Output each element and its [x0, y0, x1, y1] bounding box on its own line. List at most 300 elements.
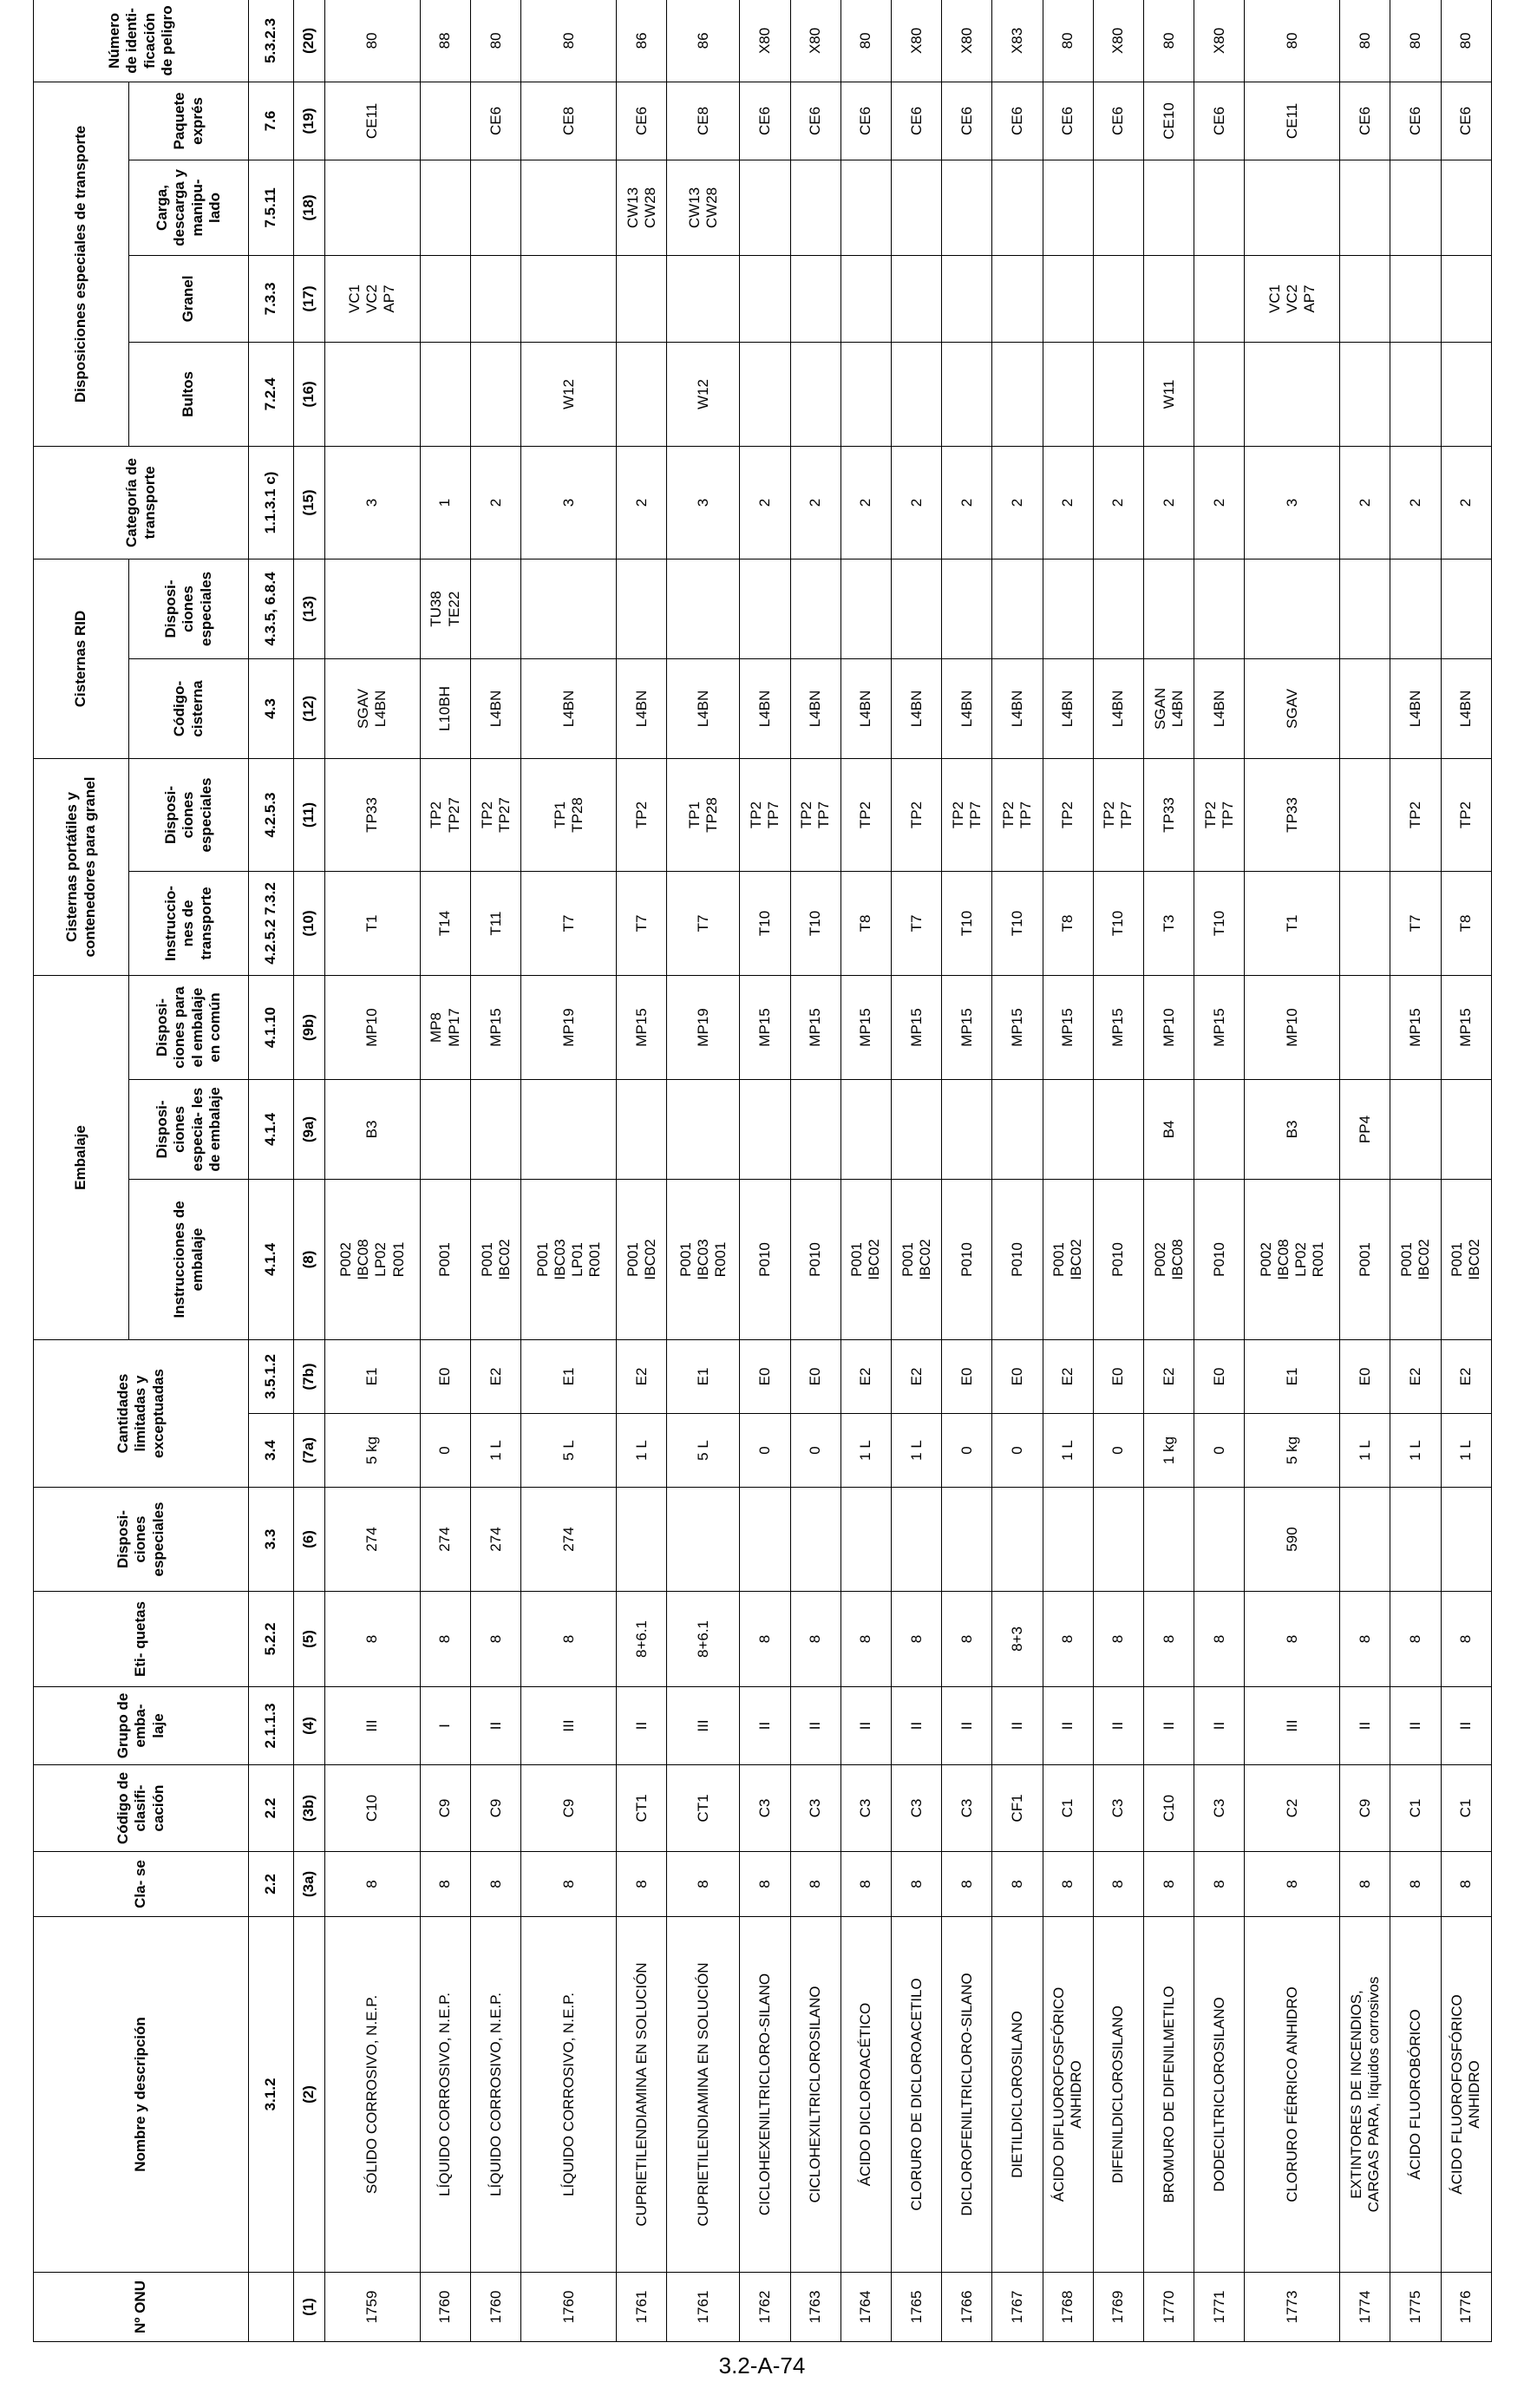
cell-tank-special	[1245, 559, 1340, 658]
cell-pt-instructions: T8	[840, 871, 891, 975]
cell-packing-group: II	[1093, 1687, 1143, 1765]
cell-class-code: C3	[840, 1765, 891, 1852]
cell-hazard-id: 80	[521, 0, 617, 82]
cell-packing-instructions: P001 IBC02	[471, 1179, 521, 1339]
cell-transport-category: 2	[892, 446, 942, 559]
cell-loading: CW13 CW28	[667, 160, 740, 255]
cell-packing-group: III	[325, 1687, 421, 1765]
cell-loading	[840, 160, 891, 255]
cell-bulk	[471, 255, 521, 342]
cell-pt-special: TP2	[1441, 758, 1491, 871]
section-ref-cell: 7.3.3	[249, 255, 294, 342]
cell-name: EXTINTORES DE INCENDIOS, CARGAS PARA, líquidos corrosivos	[1340, 1917, 1390, 2273]
table-row	[667, 0, 740, 2342]
cell-loading	[1441, 160, 1491, 255]
cell-pt-special: TP1 TP28	[521, 758, 617, 871]
cell-mixed-packing: MP15	[992, 975, 1043, 1079]
column-number-cell: (10)	[294, 871, 325, 975]
header-rid-tanks: Cisternas RID	[34, 559, 129, 758]
cell-excepted-qty: E0	[420, 1339, 470, 1413]
column-number-cell: (3b)	[294, 1765, 325, 1852]
cell-mixed-packing: MP15	[790, 975, 840, 1079]
cell-pt-special	[1340, 758, 1390, 871]
cell-labels: 8	[1093, 1592, 1143, 1687]
cell-hazard-id: 80	[1245, 0, 1340, 82]
cell-special-provisions: 274	[521, 1488, 617, 1592]
cell-tank-code: L4BN	[1390, 658, 1441, 758]
cell-tank-code: L4BN	[790, 658, 840, 758]
cell-packing-group: III	[667, 1687, 740, 1765]
column-number-cell: (8)	[294, 1179, 325, 1339]
cell-excepted-qty: E0	[992, 1339, 1043, 1413]
cell-special-provisions	[1043, 1488, 1093, 1592]
header-packing-group: Grupo de emba- laje	[34, 1687, 249, 1765]
cell-loading	[1043, 160, 1093, 255]
cell-special-provisions	[840, 1488, 891, 1592]
table-body	[325, 0, 1492, 2342]
cell-express: CE6	[471, 82, 521, 160]
cell-pt-special: TP2	[1043, 758, 1093, 871]
cell-tank-special	[942, 559, 992, 658]
cell-limited-qty: 1 L	[1340, 1414, 1390, 1488]
cell-loading	[1143, 160, 1194, 255]
cell-pt-instructions: T8	[1043, 871, 1093, 975]
cell-bulk	[790, 255, 840, 342]
cell-bulk	[840, 255, 891, 342]
section-ref-cell: 7.6	[249, 82, 294, 160]
cell-packing-special	[942, 1079, 992, 1179]
cell-mixed-packing: MP15	[1093, 975, 1143, 1079]
cell-special-provisions: 274	[325, 1488, 421, 1592]
table-row	[420, 0, 470, 2342]
cell-express: CE6	[992, 82, 1043, 160]
cell-tank-code: L4BN	[1043, 658, 1093, 758]
cell-mixed-packing: MP15	[1194, 975, 1245, 1079]
cell-loading	[471, 160, 521, 255]
header-transport-category: Categoría de transporte	[34, 446, 249, 559]
cell-packages	[1441, 342, 1491, 446]
cell-tank-code: L4BN	[1441, 658, 1491, 758]
cell-packages	[471, 342, 521, 446]
section-ref-cell: 3.3	[249, 1488, 294, 1592]
cell-express: CE6	[1441, 82, 1491, 160]
cell-packing-group: I	[420, 1687, 470, 1765]
cell-special-provisions	[942, 1488, 992, 1592]
cell-transport-category: 2	[471, 446, 521, 559]
column-number-cell: (5)	[294, 1592, 325, 1687]
table-row	[1340, 0, 1390, 2342]
cell-limited-qty: 0	[790, 1414, 840, 1488]
cell-bulk	[1194, 255, 1245, 342]
header-loading: Carga, descarga y manipu- lado	[129, 160, 249, 255]
cell-labels: 8+6.1	[667, 1592, 740, 1687]
cell-pt-special: TP2 TP7	[992, 758, 1043, 871]
cell-un-no: 1759	[325, 2273, 421, 2342]
cell-packages	[892, 342, 942, 446]
table-row	[840, 0, 891, 2342]
cell-hazard-id: 80	[1340, 0, 1390, 82]
cell-name: DIFENILDICLOROSILANO	[1093, 1917, 1143, 2273]
cell-class-code: C3	[1093, 1765, 1143, 1852]
cell-labels: 8	[325, 1592, 421, 1687]
cell-pt-special: TP2	[617, 758, 667, 871]
section-ref-cell: 3.4	[249, 1414, 294, 1488]
cell-bulk	[942, 255, 992, 342]
cell-labels: 8+6.1	[617, 1592, 667, 1687]
section-ref-cell: 5.2.2	[249, 1592, 294, 1687]
cell-packages	[1043, 342, 1093, 446]
cell-bulk	[617, 255, 667, 342]
cell-tank-special	[521, 559, 617, 658]
cell-mixed-packing: MP10	[1245, 975, 1340, 1079]
page-number: 3.2-A-74	[718, 2352, 806, 2379]
cell-class-code: CT1	[667, 1765, 740, 1852]
cell-bulk	[1390, 255, 1441, 342]
cell-bulk	[992, 255, 1043, 342]
cell-packing-group: II	[1441, 1687, 1491, 1765]
section-ref-cell: 1.1.3.1 c)	[249, 446, 294, 559]
cell-special-provisions	[1340, 1488, 1390, 1592]
cell-express: CE6	[942, 82, 992, 160]
cell-loading	[942, 160, 992, 255]
cell-un-no: 1761	[617, 2273, 667, 2342]
cell-tank-special	[1441, 559, 1491, 658]
section-ref-cell: 7.5.11	[249, 160, 294, 255]
header-packing-special: Disposi- ciones especia- les de embalaje	[129, 1079, 249, 1179]
header-pt-instructions: Instruccio- nes de transporte	[129, 871, 249, 975]
cell-loading	[1245, 160, 1340, 255]
cell-tank-special	[325, 559, 421, 658]
cell-packing-instructions: P010	[790, 1179, 840, 1339]
cell-packages	[840, 342, 891, 446]
cell-packages	[992, 342, 1043, 446]
cell-limited-qty: 5 kg	[1245, 1414, 1340, 1488]
cell-class-code: CT1	[617, 1765, 667, 1852]
cell-mixed-packing	[1340, 975, 1390, 1079]
cell-bulk	[1043, 255, 1093, 342]
cell-packing-instructions: P001 IBC02	[1043, 1179, 1093, 1339]
column-number-cell: (4)	[294, 1687, 325, 1765]
cell-un-no: 1764	[840, 2273, 891, 2342]
cell-mixed-packing: MP15	[942, 975, 992, 1079]
cell-packing-group: II	[992, 1687, 1043, 1765]
cell-limited-qty: 0	[992, 1414, 1043, 1488]
cell-tank-special	[840, 559, 891, 658]
cell-packages	[420, 342, 470, 446]
cell-hazard-id: X83	[992, 0, 1043, 82]
cell-class-code: C10	[1143, 1765, 1194, 1852]
cell-labels: 8	[1390, 1592, 1441, 1687]
cell-special-provisions	[1441, 1488, 1491, 1592]
cell-hazard-id: 80	[1143, 0, 1194, 82]
cell-bulk: VC1 VC2 AP7	[1245, 255, 1340, 342]
cell-limited-qty: 1 L	[1043, 1414, 1093, 1488]
column-number-cell: (9b)	[294, 975, 325, 1079]
cell-mixed-packing: MP15	[892, 975, 942, 1079]
cell-pt-special: TP33	[325, 758, 421, 871]
header-hazard-id: Número de identi- ficación de peligro	[34, 0, 249, 82]
cell-name: DIETILDICLOROSILANO	[992, 1917, 1043, 2273]
cell-tank-code: L4BN	[1194, 658, 1245, 758]
cell-class-code: CF1	[992, 1765, 1043, 1852]
cell-packing-special	[892, 1079, 942, 1179]
cell-hazard-id: 80	[1043, 0, 1093, 82]
cell-bulk	[892, 255, 942, 342]
cell-class-code: C3	[942, 1765, 992, 1852]
cell-transport-category: 2	[942, 446, 992, 559]
cell-excepted-qty: E2	[1390, 1339, 1441, 1413]
section-reference-row	[249, 0, 294, 2342]
cell-un-no: 1769	[1093, 2273, 1143, 2342]
header-class: Cla- se	[34, 1852, 249, 1917]
header-row-group	[34, 0, 129, 2342]
cell-pt-instructions: T10	[1093, 871, 1143, 975]
header-name: Nombre y descripción	[34, 1917, 249, 2273]
cell-express: CE8	[521, 82, 617, 160]
cell-special-provisions	[1390, 1488, 1441, 1592]
cell-pt-instructions: T7	[521, 871, 617, 975]
cell-special-provisions	[892, 1488, 942, 1592]
cell-packages: W12	[667, 342, 740, 446]
cell-limited-qty: 5 L	[667, 1414, 740, 1488]
cell-un-no: 1773	[1245, 2273, 1340, 2342]
cell-class: 8	[740, 1852, 790, 1917]
cell-class: 8	[892, 1852, 942, 1917]
cell-mixed-packing: MP15	[471, 975, 521, 1079]
cell-labels: 8	[1245, 1592, 1340, 1687]
cell-transport-category: 3	[521, 446, 617, 559]
cell-hazard-id: 86	[617, 0, 667, 82]
cell-packing-group: II	[942, 1687, 992, 1765]
cell-tank-code: L4BN	[942, 658, 992, 758]
cell-tank-special	[1194, 559, 1245, 658]
cell-name: LÍQUIDO CORROSIVO, N.E.P.	[471, 1917, 521, 2273]
column-number-cell: (11)	[294, 758, 325, 871]
cell-packing-instructions: P002 IBC08 LP02 R001	[325, 1179, 421, 1339]
table-row	[740, 0, 790, 2342]
cell-mixed-packing: MP15	[1441, 975, 1491, 1079]
cell-express: CE6	[740, 82, 790, 160]
cell-labels: 8	[521, 1592, 617, 1687]
cell-packing-instructions: P001 IBC02	[1390, 1179, 1441, 1339]
header-tank-code: Código- cisterna	[129, 658, 249, 758]
cell-class-code: C9	[471, 1765, 521, 1852]
cell-transport-category: 2	[1340, 446, 1390, 559]
section-ref-cell	[249, 2273, 294, 2342]
cell-packing-special	[1390, 1079, 1441, 1179]
cell-packing-instructions: P010	[1093, 1179, 1143, 1339]
cell-pt-instructions: T7	[892, 871, 942, 975]
cell-mixed-packing: MP15	[1390, 975, 1441, 1079]
table-row	[521, 0, 617, 2342]
cell-un-no: 1760	[471, 2273, 521, 2342]
table-row	[1441, 0, 1491, 2342]
cell-labels: 8	[471, 1592, 521, 1687]
cell-bulk	[1093, 255, 1143, 342]
cell-excepted-qty: E0	[942, 1339, 992, 1413]
cell-name: CICLOHEXENILTRICLORO-SILANO	[740, 1917, 790, 2273]
cell-tank-special	[667, 559, 740, 658]
cell-limited-qty: 1 L	[471, 1414, 521, 1488]
cell-pt-special: TP2 TP7	[1194, 758, 1245, 871]
cell-packing-special	[992, 1079, 1043, 1179]
cell-packing-group: II	[1143, 1687, 1194, 1765]
cell-pt-special: TP2 TP7	[790, 758, 840, 871]
cell-transport-category: 3	[325, 446, 421, 559]
cell-special-provisions	[617, 1488, 667, 1592]
table-row	[790, 0, 840, 2342]
cell-pt-special: TP33	[1143, 758, 1194, 871]
cell-limited-qty: 0	[942, 1414, 992, 1488]
cell-excepted-qty: E2	[471, 1339, 521, 1413]
cell-un-no: 1762	[740, 2273, 790, 2342]
cell-tank-code: SGAN L4BN	[1143, 658, 1194, 758]
cell-transport-category: 2	[840, 446, 891, 559]
table-row	[1093, 0, 1143, 2342]
cell-packing-special	[1093, 1079, 1143, 1179]
cell-special-provisions	[992, 1488, 1043, 1592]
cell-hazard-id: X80	[942, 0, 992, 82]
cell-loading	[325, 160, 421, 255]
cell-express: CE6	[1340, 82, 1390, 160]
cell-pt-instructions: T11	[471, 871, 521, 975]
table-row	[617, 0, 667, 2342]
table-row	[1043, 0, 1093, 2342]
column-number-cell: (6)	[294, 1488, 325, 1592]
section-ref-cell: 4.3	[249, 658, 294, 758]
table-row	[1194, 0, 1245, 2342]
cell-class-code: C1	[1390, 1765, 1441, 1852]
cell-limited-qty: 0	[1194, 1414, 1245, 1488]
cell-tank-special	[740, 559, 790, 658]
cell-hazard-id: 80	[325, 0, 421, 82]
cell-pt-instructions: T10	[740, 871, 790, 975]
cell-mixed-packing: MP10	[1143, 975, 1194, 1079]
cell-transport-category: 2	[1093, 446, 1143, 559]
cell-class: 8	[1143, 1852, 1194, 1917]
cell-class: 8	[1441, 1852, 1491, 1917]
cell-tank-code: L4BN	[892, 658, 942, 758]
cell-class: 8	[1390, 1852, 1441, 1917]
cell-class-code: C10	[325, 1765, 421, 1852]
cell-tank-code: L4BN	[992, 658, 1043, 758]
cell-labels: 8	[840, 1592, 891, 1687]
cell-pt-instructions: T10	[942, 871, 992, 975]
cell-labels: 8	[1194, 1592, 1245, 1687]
cell-loading	[892, 160, 942, 255]
cell-limited-qty: 1 L	[1441, 1414, 1491, 1488]
cell-express: CE6	[1194, 82, 1245, 160]
cell-packing-special	[471, 1079, 521, 1179]
cell-packing-group: II	[740, 1687, 790, 1765]
cell-packing-instructions: P001 IBC02	[840, 1179, 891, 1339]
cell-hazard-id: 80	[840, 0, 891, 82]
cell-excepted-qty: E1	[325, 1339, 421, 1413]
cell-packages	[1390, 342, 1441, 446]
cell-transport-category: 1	[420, 446, 470, 559]
column-number-cell: (2)	[294, 1917, 325, 2273]
cell-class: 8	[1093, 1852, 1143, 1917]
cell-pt-instructions: T10	[1194, 871, 1245, 975]
column-number-cell: (9a)	[294, 1079, 325, 1179]
cell-packing-group: III	[1245, 1687, 1340, 1765]
cell-excepted-qty: E0	[1194, 1339, 1245, 1413]
cell-limited-qty: 0	[1093, 1414, 1143, 1488]
cell-un-no: 1774	[1340, 2273, 1390, 2342]
cell-transport-category: 2	[1441, 446, 1491, 559]
cell-transport-category: 2	[1390, 446, 1441, 559]
cell-name: CLORURO DE DICLOROACETILO	[892, 1917, 942, 2273]
cell-class: 8	[790, 1852, 840, 1917]
section-ref-cell: 2.1.1.3	[249, 1687, 294, 1765]
cell-packing-instructions: P002 IBC08	[1143, 1179, 1194, 1339]
cell-class-code: C9	[521, 1765, 617, 1852]
cell-packages	[740, 342, 790, 446]
cell-packages: W12	[521, 342, 617, 446]
cell-packing-special: B4	[1143, 1079, 1194, 1179]
cell-hazard-id: 80	[471, 0, 521, 82]
cell-bulk	[740, 255, 790, 342]
cell-packing-special: B3	[325, 1079, 421, 1179]
cell-class: 8	[1194, 1852, 1245, 1917]
cell-labels: 8	[942, 1592, 992, 1687]
cell-packing-instructions: P002 IBC08 LP02 R001	[1245, 1179, 1340, 1339]
cell-pt-instructions: T8	[1441, 871, 1491, 975]
header-packaging: Embalaje	[34, 975, 129, 1339]
cell-un-no: 1767	[992, 2273, 1043, 2342]
cell-tank-code: SGAV L4BN	[325, 658, 421, 758]
table-row	[325, 0, 421, 2342]
table-row	[942, 0, 992, 2342]
cell-tank-code: L4BN	[617, 658, 667, 758]
cell-special-provisions	[1093, 1488, 1143, 1592]
cell-packing-instructions: P001	[420, 1179, 470, 1339]
cell-mixed-packing: MP15	[617, 975, 667, 1079]
cell-packing-special	[840, 1079, 891, 1179]
cell-mixed-packing: MP10	[325, 975, 421, 1079]
cell-transport-category: 2	[1194, 446, 1245, 559]
cell-labels: 8	[892, 1592, 942, 1687]
cell-class: 8	[471, 1852, 521, 1917]
cell-tank-special	[1340, 559, 1390, 658]
cell-express	[420, 82, 470, 160]
cell-name: CUPRIETILENDIAMINA EN SOLUCIÓN	[667, 1917, 740, 2273]
section-ref-cell: 3.1.2	[249, 1917, 294, 2273]
cell-labels: 8	[420, 1592, 470, 1687]
section-ref-cell: 4.2.5.2 7.3.2	[249, 871, 294, 975]
header-mixed-packing: Disposi- ciones para el embalaje en común	[129, 975, 249, 1079]
cell-name: CUPRIETILENDIAMINA EN SOLUCIÓN	[617, 1917, 667, 2273]
cell-limited-qty: 0	[420, 1414, 470, 1488]
cell-excepted-qty: E1	[667, 1339, 740, 1413]
cell-express: CE6	[1043, 82, 1093, 160]
cell-pt-instructions: T7	[617, 871, 667, 975]
cell-labels: 8	[1441, 1592, 1491, 1687]
cell-limited-qty: 0	[740, 1414, 790, 1488]
cell-loading	[992, 160, 1043, 255]
header-limited-quantities: Cantidades limitadas y exceptuadas	[34, 1339, 249, 1487]
cell-hazard-id: 86	[667, 0, 740, 82]
header-pt-special: Disposi- ciones especiales	[129, 758, 249, 871]
cell-tank-code: L4BN	[740, 658, 790, 758]
cell-class: 8	[325, 1852, 421, 1917]
cell-class-code: C9	[420, 1765, 470, 1852]
cell-bulk: VC1 VC2 AP7	[325, 255, 421, 342]
cell-transport-category: 2	[740, 446, 790, 559]
cell-class: 8	[667, 1852, 740, 1917]
header-labels: Eti- quetas	[34, 1592, 249, 1687]
cell-hazard-id: 88	[420, 0, 470, 82]
